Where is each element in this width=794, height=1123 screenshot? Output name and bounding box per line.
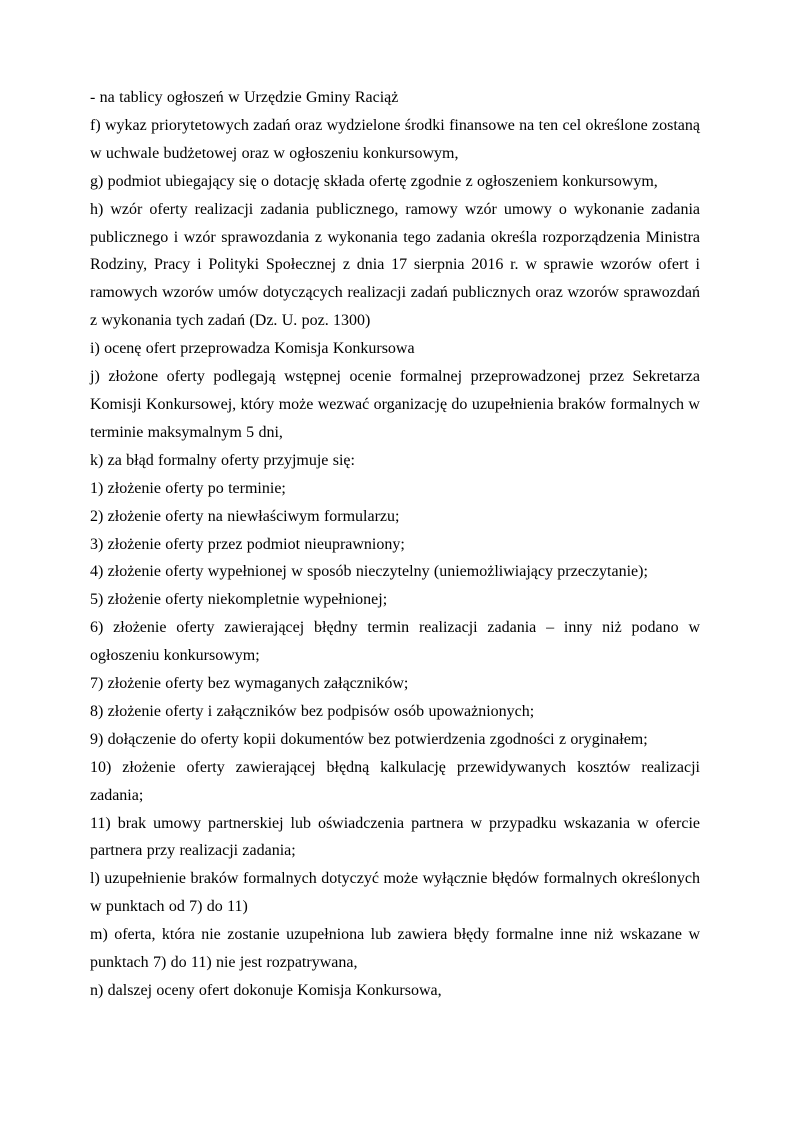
paragraph: h) wzór oferty realizacji zadania publicznego, ramowy wzór umowy o wykonanie zadania publicznego i wzór sprawozdania z wykonania tego zadania określa rozporządzenia Ministra Rodziny, Pracy i Polityki Społecznej z dnia 17 sierpnia 2016 r. w sprawie wzorów ofert i ramowych wzorów umów dotyczących realizacji zadań publicznych oraz wzorów sprawozdań z wykonania tych zadań (Dz. U. poz. 1300) — [90, 200, 700, 330]
paragraph: g) podmiot ubiegający się o dotację składa ofertę zgodnie z ogłoszeniem konkursowym, — [90, 172, 658, 190]
paragraph: j) złożone oferty podlegają wstępnej ocenie formalnej przeprowadzonej przez Sekretarza Komisji Konkursowej, który może wezwać organizację do uzupełnienia braków formalnych w terminie maksymalnym 5 dni, — [90, 368, 700, 441]
paragraph: 10) złożenie oferty zawierającej błędną kalkulację przewidywanych kosztów realizacji zadania; — [90, 758, 700, 804]
document-body — [90, 84, 700, 1005]
paragraph: 7) złożenie oferty bez wymaganych załączników; — [90, 675, 409, 693]
paragraph: 1) złożenie oferty po terminie; — [90, 479, 286, 497]
paragraph: 8) złożenie oferty i załączników bez podpisów osób upoważnionych; — [90, 702, 535, 720]
paragraph: 6) złożenie oferty zawierającej błędny termin realizacji zadania – inny niż podano w ogłoszeniu konkursowym; — [90, 619, 700, 665]
paragraph: l) uzupełnienie braków formalnych dotyczyć może wyłącznie błędów formalnych określonych w punktach od 7) do 11) — [90, 870, 700, 916]
paragraph: 4) złożenie oferty wypełnionej w sposób nieczytelny (uniemożliwiający przeczytanie); — [90, 563, 648, 581]
paragraph: f) wykaz priorytetowych zadań oraz wydzielone środki finansowe na ten cel określone zostaną w uchwale budżetowej oraz w ogłoszeniu konkursowym, — [90, 116, 700, 162]
paragraph: 2) złożenie oferty na niewłaściwym formularzu; — [90, 507, 400, 525]
paragraph: i) ocenę ofert przeprowadza Komisja Konkursowa — [90, 340, 415, 358]
paragraph: n) dalszej oceny ofert dokonuje Komisja Konkursowa, — [90, 982, 442, 999]
paragraph: 5) złożenie oferty niekompletnie wypełnionej; — [90, 591, 388, 609]
paragraph: k) za błąd formalny oferty przyjmuje się: — [90, 451, 355, 469]
paragraph: m) oferta, która nie zostanie uzupełniona lub zawiera błędy formalne inne niż wskazane w punktach 7) do 11) nie jest rozpatrywana, — [90, 926, 700, 972]
paragraph: - na tablicy ogłoszeń w Urzędzie Gminy Raciąż — [90, 89, 399, 106]
paragraph: 11) brak umowy partnerskiej lub oświadczenia partnera w przypadku wskazania w ofercie partnera przy realizacji zadania; — [90, 814, 700, 860]
paragraph: 9) dołączenie do oferty kopii dokumentów bez potwierdzenia zgodności z oryginałem; — [90, 730, 648, 748]
paragraph: 3) złożenie oferty przez podmiot nieuprawniony; — [90, 535, 405, 553]
